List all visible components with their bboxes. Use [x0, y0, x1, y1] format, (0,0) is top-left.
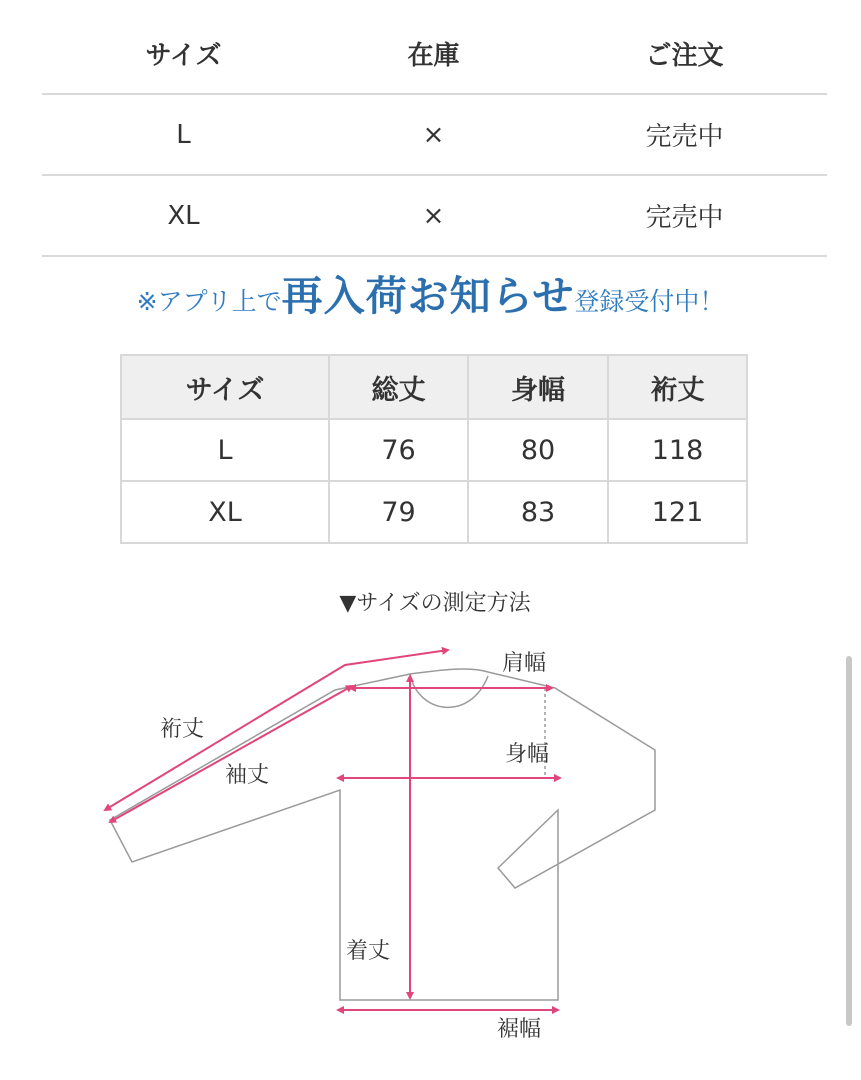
size-cell: L	[176, 119, 191, 150]
shirt-measurement-diagram	[0, 630, 861, 1070]
length-cell: 79	[329, 481, 468, 543]
size-cell: XL	[167, 200, 200, 231]
order-status: 完売中	[645, 122, 724, 152]
table-row	[42, 95, 827, 176]
header-length: 総丈	[329, 355, 468, 419]
stock-table-header	[42, 14, 827, 95]
header-sleeve: 裄丈	[608, 355, 747, 419]
scrollbar[interactable]	[846, 656, 852, 1026]
yuki-arrow	[105, 650, 448, 810]
label-shoulder: 肩幅	[502, 651, 547, 676]
measurement-title: ▼サイズの測定方法	[339, 591, 531, 616]
stock-cell: ×	[422, 200, 445, 231]
measurement-arrows	[105, 650, 560, 1010]
label-body-width: 身幅	[505, 742, 550, 767]
label-yuki: 裄丈	[160, 717, 205, 742]
sleeve-cell: 121	[608, 481, 747, 543]
restock-notice	[0, 263, 861, 322]
table-row	[121, 419, 747, 481]
notice-highlight: 再入荷お知らせ	[281, 272, 575, 320]
table-row	[42, 176, 827, 257]
header-size: サイズ	[145, 41, 222, 71]
header-size: サイズ	[121, 355, 329, 419]
stock-table	[42, 14, 827, 257]
notice-suffix: 登録受付中！	[574, 287, 725, 316]
order-status: 完売中	[645, 203, 724, 233]
width-cell: 83	[468, 481, 608, 543]
size-cell: XL	[121, 481, 329, 543]
size-table	[120, 354, 748, 544]
label-hem: 裾幅	[497, 1017, 542, 1042]
sleeve-arrow	[110, 686, 352, 822]
width-cell: 80	[468, 419, 608, 481]
size-table-header	[121, 355, 747, 419]
table-row	[121, 481, 747, 543]
label-length: 着丈	[346, 939, 391, 964]
size-cell: L	[121, 419, 329, 481]
notice-prefix: ※アプリ上で	[136, 287, 282, 316]
sleeve-cell: 118	[608, 419, 747, 481]
header-width: 身幅	[468, 355, 608, 419]
length-cell: 76	[329, 419, 468, 481]
label-sleeve: 袖丈	[225, 763, 270, 788]
stock-cell: ×	[422, 119, 445, 150]
header-stock: 在庫	[407, 41, 460, 71]
header-order: ご注文	[645, 41, 724, 71]
